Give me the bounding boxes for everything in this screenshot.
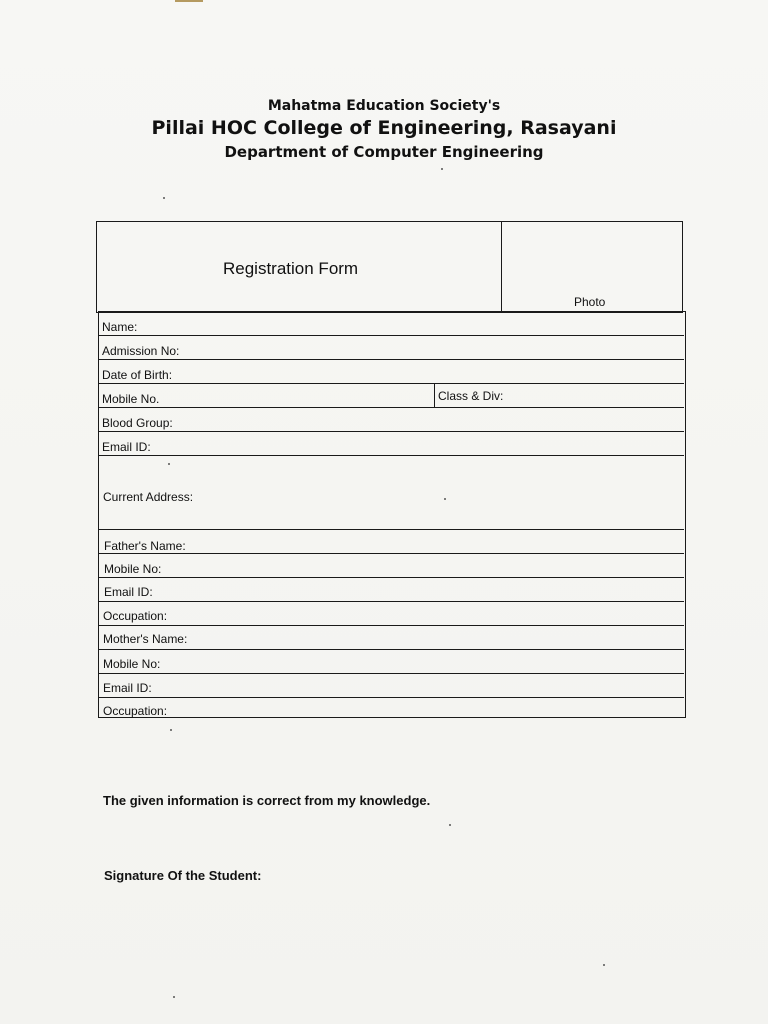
address-row bbox=[99, 455, 684, 530]
mother-name-label: Mother's Name: bbox=[103, 632, 188, 646]
scan-speck bbox=[173, 996, 175, 998]
declaration-text: The given information is correct from my knowledge. bbox=[103, 793, 431, 808]
father-mobile-label: Mobile No: bbox=[104, 562, 162, 576]
dob-row bbox=[99, 359, 684, 384]
father-occupation-label: Occupation: bbox=[103, 609, 168, 623]
scan-speck bbox=[441, 168, 443, 170]
admission-label: Admission No: bbox=[102, 344, 180, 358]
class-div-label: Class & Div: bbox=[438, 389, 504, 403]
photo-label: Photo bbox=[574, 295, 606, 309]
scan-speck bbox=[170, 729, 172, 731]
society-name: Mahatma Education Society's bbox=[267, 98, 501, 114]
mobile-label: Mobile No. bbox=[102, 392, 160, 406]
email-row bbox=[99, 431, 684, 456]
department-name: Department of Computer Engineering bbox=[224, 143, 544, 161]
father-email-label: Email ID: bbox=[104, 585, 153, 599]
email-label: Email ID: bbox=[102, 440, 151, 454]
mother-mobile-label: Mobile No: bbox=[103, 657, 161, 671]
mobile-row bbox=[99, 383, 684, 408]
scan-smudge bbox=[175, 0, 203, 2]
scan-speck bbox=[168, 463, 170, 465]
admission-row bbox=[99, 335, 684, 360]
blood-group-label: Blood Group: bbox=[102, 416, 173, 430]
father-mobile-row bbox=[99, 553, 684, 578]
college-name: Pillai HOC College of Engineering, Rasayani bbox=[151, 117, 617, 139]
signature-label: Signature Of the Student: bbox=[104, 868, 262, 883]
scan-speck bbox=[603, 964, 605, 966]
mother-email-label: Email ID: bbox=[103, 681, 152, 695]
scan-speck bbox=[444, 498, 446, 500]
blood-group-row bbox=[99, 407, 684, 432]
dob-label: Date of Birth: bbox=[102, 368, 173, 382]
mother-occupation-label: Occupation: bbox=[103, 704, 168, 718]
mother-mobile-row bbox=[99, 649, 684, 674]
name-label: Name: bbox=[102, 320, 138, 334]
class-divider bbox=[434, 383, 435, 407]
father-name-label: Father's Name: bbox=[104, 539, 186, 553]
scan-speck bbox=[449, 824, 451, 826]
mother-email-row bbox=[99, 673, 684, 698]
father-occupation-row bbox=[99, 601, 684, 626]
mother-name-row bbox=[99, 625, 684, 650]
father-name-row bbox=[99, 529, 684, 554]
form-title: Registration Form bbox=[223, 259, 359, 278]
father-email-row bbox=[99, 577, 684, 602]
name-row bbox=[99, 311, 684, 336]
scan-speck bbox=[163, 197, 165, 199]
address-label: Current Address: bbox=[103, 490, 194, 504]
photo-divider bbox=[501, 221, 502, 311]
mother-occupation-row bbox=[99, 697, 684, 717]
